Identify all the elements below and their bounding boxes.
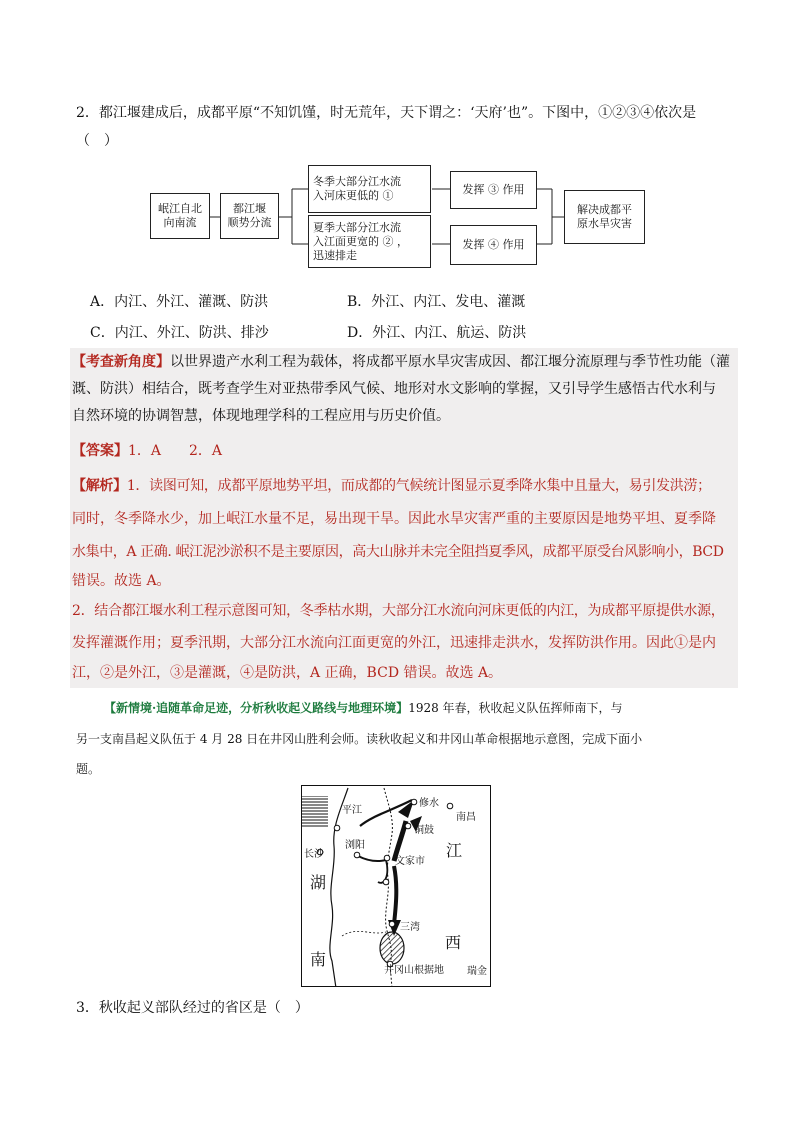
analysis-line-6: 发挥灌溉作用；夏季汛期，大部分江水流向江面更宽的外江，迅速排走洪水，发挥防洪作用。因此①是内 (72, 635, 716, 651)
analysis-line-7: 江，②是外江，③是灌溉，④是防洪，A 正确，BCD 错误。故选 A。 (72, 665, 503, 681)
analysis-tag: 【解析】 (72, 478, 127, 494)
analysis-line-5: 2．结合都江堰水利工程示意图可知，冬季枯水期，大部分江水流向河床更低的内江，为成都平原提供水源， (72, 603, 725, 619)
analysis-line-2: 同时，冬季降水少，加上岷江水量不足，易出现干旱。因此水旱灾害严重的主要原因是地势平坦、夏季降 (72, 511, 716, 527)
map-label-hu: 湖 (310, 873, 327, 892)
context-line-3: 题。 (76, 762, 101, 776)
analysis-line-3: 水集中，A 正确. 岷江泥沙淤积不是主要原因，高大山脉并未完全阻挡夏季风，成都平原受台风影响小，BCD (72, 544, 724, 560)
map-label-jinggangshan: 井冈山根据地 (384, 965, 444, 976)
option-d: D．外江、内江、航运、防洪 (347, 325, 527, 341)
flow-box-minjiang (150, 193, 210, 239)
flow-text: 夏季大部分江水流 (313, 220, 401, 234)
flow-text: 都江堰 (233, 202, 266, 215)
flow-box-summer (308, 215, 431, 268)
angle-text: 以世界遗产水利工程为载体，将成都平原水旱灾害成因、都江堰分流原理与季节性功能（灌 (170, 354, 730, 370)
option-a: A．内江、外江、灌溉、防洪 (90, 294, 269, 310)
context-text: 1928 年春，秋收起义队伍挥师南下，与 (408, 701, 623, 715)
flow-text: 入河床更低的 ① (313, 189, 394, 202)
question-2-paren: （ ） (76, 133, 118, 149)
context-line-1 (104, 699, 623, 716)
context-line-2: 另一支南昌起义队伍于 4 月 28 日在井冈山胜利会师。读秋收起义和井冈山革命根据地示意图，完成下面小 (76, 732, 643, 746)
option-c: C．内江、外江、防洪、排沙 (90, 325, 269, 341)
flow-box-solution (564, 190, 645, 244)
analysis-line-1 (72, 475, 736, 497)
question-3: 3．秋收起义部队经过的省区是（ ） (76, 1000, 309, 1016)
map-label-nanchang: 南昌 (456, 812, 476, 823)
answer-text: 1．A 2．A (128, 443, 223, 459)
flow-text: 入江面更宽的 ② ， (313, 234, 408, 248)
angle-tag: 【考查新角度】 (72, 354, 170, 370)
flow-text: 向南流 (163, 216, 197, 229)
question-2-stem: 2．都江堰建成后，成都平原“不知饥馑，时无荒年，天下谓之：‘天府’也”。下图中，①②③④依次是 (76, 105, 697, 121)
flow-text: 迅速排走 (313, 248, 357, 262)
flow-text: 冬季大部分江水流 (313, 175, 401, 188)
flow-box-dujiangyan (220, 193, 279, 239)
map-label-pingjiang: 平江 (342, 805, 362, 816)
map-label-xiushui: 修水 (419, 798, 439, 809)
map-label-liuyang: 浏阳 (345, 840, 365, 851)
analysis-line-4: 错误。故选 A。 (72, 573, 171, 589)
flow-text: 原水旱灾害 (577, 217, 632, 230)
map-label-wenjiashi: 文家市 (395, 856, 425, 867)
angle-line-3: 自然环境的协调智慧，体现地理学科的工程应用与历史价值。 (72, 408, 450, 424)
flowchart (0, 0, 794, 300)
map-label-changsha: 长沙 (304, 849, 324, 860)
option-b: B．外江、内江、发电、灌溉 (347, 294, 526, 310)
map-label-nan: 南 (310, 950, 327, 969)
angle-line-2: 溉、防洪）相结合，既考查学生对亚热带季风气候、地形对水文影响的掌握，又引导学生感悟古代水利与 (72, 381, 716, 397)
autumn-harvest-map (301, 785, 491, 987)
answer-tag: 【答案】 (72, 443, 128, 459)
analysis-text: 1．读图可知，成都平原地势平坦，而成都的气候统计图显示夏季降水集中且量大，易引发洪涝； (126, 478, 711, 494)
flow-box-function-3: 发挥 ③ 作用 (450, 171, 537, 209)
map-label-ruijin: 瑞金 (467, 966, 487, 977)
flow-box-function-4: 发挥 ④ 作用 (450, 225, 537, 265)
flow-text: 顺势分流 (227, 216, 272, 229)
angle-line-1 (72, 351, 736, 373)
flow-text: 解决成都平 (577, 203, 632, 216)
map-label-tonggu: 铜鼓 (414, 825, 434, 836)
flow-text: 岷江自北 (158, 202, 202, 215)
context-tag: 【新情境·追随革命足迹，分析秋收起义路线与地理环境】 (104, 701, 409, 715)
flow-box-winter (308, 165, 431, 213)
map-label-xi: 西 (445, 933, 462, 952)
map-label-jiang: 江 (446, 841, 463, 860)
map-label-sanwan: 三湾 (400, 922, 420, 933)
answer-line (72, 440, 736, 462)
